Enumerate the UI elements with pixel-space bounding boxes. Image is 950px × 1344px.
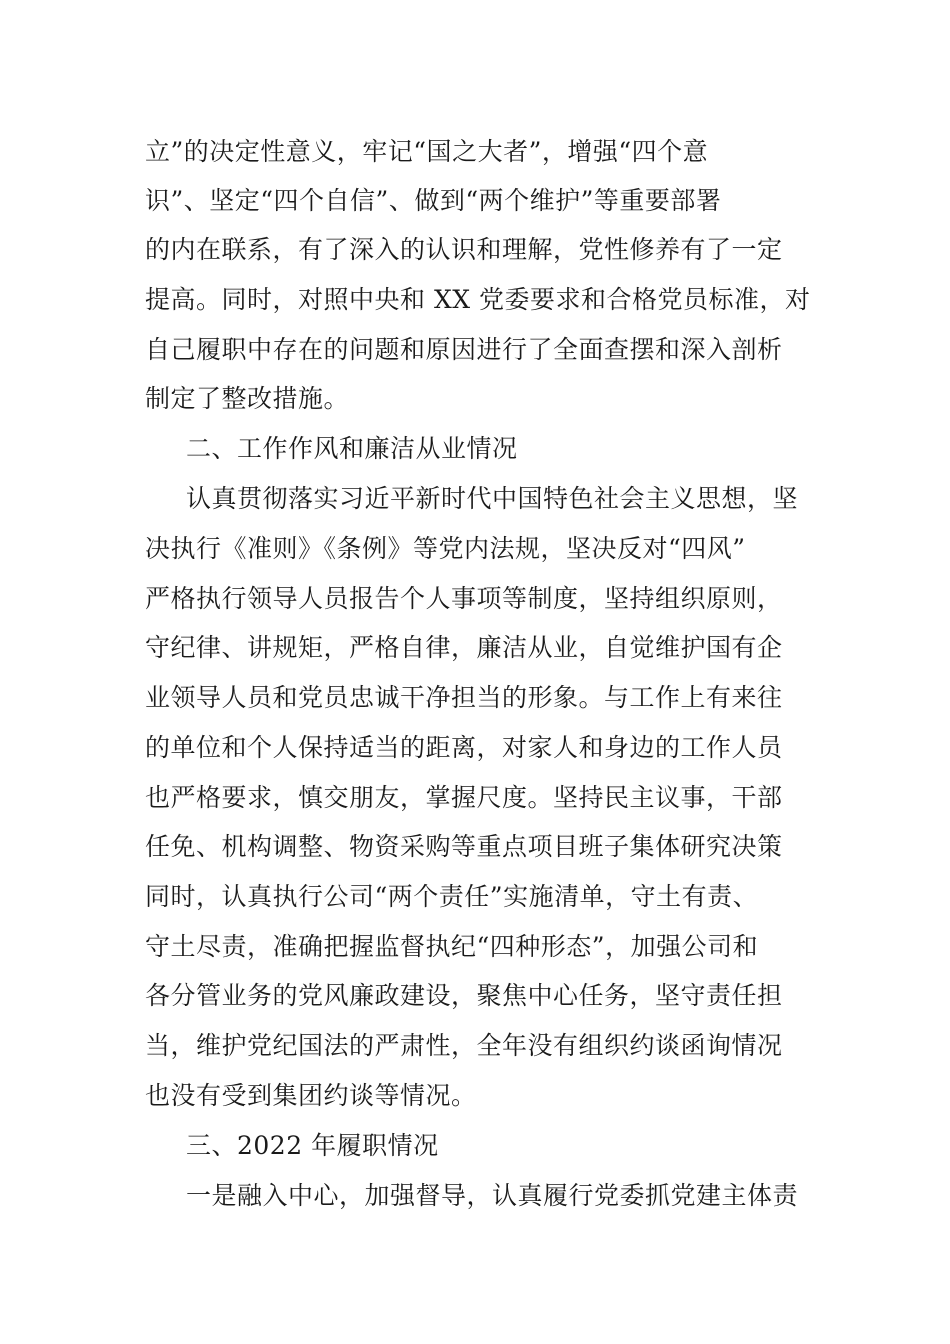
text-line: 的内在联系，有了深入的认识和理解，党性修养有了一定 <box>145 235 783 264</box>
text-line: 提高。同时，对照中央和 XX 党委要求和合格党员标准，对 <box>145 285 811 314</box>
text-line: 各分管业务的党风廉政建设，聚焦中心任务，坚守责任担 <box>145 981 783 1010</box>
text-line: 也严格要求，慎交朋友，掌握尺度。坚持民主议事，干部 <box>145 783 783 812</box>
text-line: 守土尽责，准确把握监督执纪“四种形态”，加强公司和 <box>145 932 759 961</box>
text-line: 严格执行领导人员报告个人事项等制度，坚持组织原则， <box>145 584 783 613</box>
text-line: 同时，认真执行公司“两个责任”实施清单，守土有责、 <box>145 882 759 911</box>
text-line: 任免、机构调整、物资采购等重点项目班子集体研究决策 <box>145 832 783 861</box>
text-line: 识”、坚定“四个自信”、做到“两个维护”等重要部署 <box>145 186 722 215</box>
text-line: 制定了整改措施。 <box>145 384 350 413</box>
section-heading: 二、工作作风和廉洁从业情况 <box>186 434 518 463</box>
section-heading: 三、2022 年履职情况 <box>186 1131 439 1160</box>
text-line: 守纪律、讲规矩，严格自律，廉洁从业，自觉维护国有企 <box>145 633 783 662</box>
text-line: 一是融入中心，加强督导，认真履行党委抓党建主体责 <box>186 1181 799 1210</box>
text-line: 认真贯彻落实习近平新时代中国特色社会主义思想，坚 <box>186 484 799 513</box>
text-line: 决执行《准则》《条例》等党内法规，坚决反对“四风” <box>145 534 746 563</box>
text-line: 立”的决定性意义，牢记“国之大者”，增强“四个意 <box>145 137 709 166</box>
text-line: 也没有受到集团约谈等情况。 <box>145 1081 477 1110</box>
text-line: 的单位和个人保持适当的距离，对家人和身边的工作人员 <box>145 733 783 762</box>
text-line: 业领导人员和党员忠诚干净担当的形象。与工作上有来往 <box>145 683 783 712</box>
text-line: 当，维护党纪国法的严肃性，全年没有组织约谈函询情况 <box>145 1031 783 1060</box>
text-line: 自己履职中存在的问题和原因进行了全面查摆和深入剖析 <box>145 335 783 364</box>
